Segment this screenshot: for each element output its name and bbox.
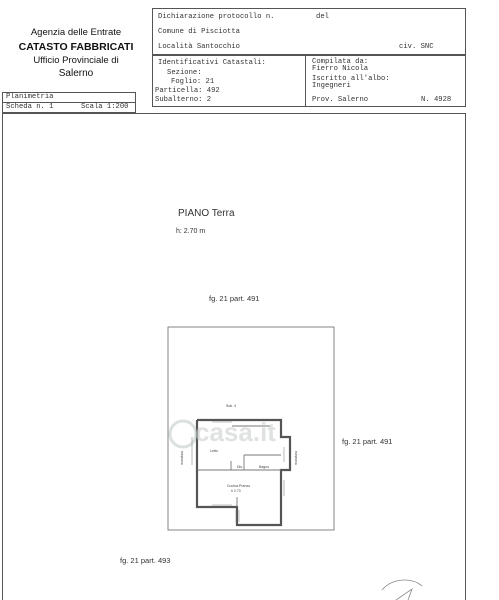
- registration-number: N. 4928: [421, 96, 452, 104]
- protocol-label: Dichiarazione protocollo n.: [158, 13, 275, 21]
- office-label: Ufficio Provinciale di: [33, 55, 119, 66]
- compilata-name: Fierro Nicola: [312, 65, 369, 73]
- subalterno: Subalterno: 2: [155, 96, 212, 104]
- agency-name: Agenzia delle Entrate: [30, 27, 122, 38]
- parcel-north-label: fg. 21 part. 491: [209, 294, 260, 303]
- comune: Comune di Pisciotta: [158, 28, 240, 36]
- parcel-east-label: fg. 21 part. 491: [342, 437, 393, 446]
- planimetria-title: Planimetria: [6, 93, 54, 101]
- compilata-title: Compilata da:: [312, 58, 369, 66]
- foglio: Foglio: 21: [171, 78, 215, 86]
- floor-label: PIANO Terra: [178, 208, 235, 219]
- parcel-south-label: fg. 21 part. 493: [120, 556, 171, 565]
- wall-label-left: muratura: [180, 450, 185, 466]
- cadastre-title: CATASTO FABBRICATI: [18, 41, 134, 53]
- wall-label-right: muratura: [294, 450, 299, 466]
- localita: Località Santocchio: [158, 43, 240, 51]
- room-cucina: Cucina-Pranzo: [227, 484, 251, 488]
- scheda: Scheda n. 1: [6, 103, 54, 111]
- civico: civ. SNC: [399, 43, 434, 51]
- room-letto: Letto: [210, 449, 218, 453]
- room-sub-label: Sub. 4: [226, 404, 237, 408]
- provincia: Prov. Salerno: [312, 96, 369, 104]
- protocol-del: del: [316, 13, 329, 21]
- sezione: Sezione:: [167, 69, 202, 77]
- iscritto-albo: Ingegneri: [312, 82, 351, 90]
- floor-height: h: 2.70 m: [176, 228, 206, 235]
- identificativi-title: Identificativi Catastali:: [158, 59, 266, 67]
- iscritto-title: Iscritto all'albo:: [312, 75, 390, 83]
- scala: Scala 1:200: [81, 103, 129, 111]
- room-bagno: Bagno: [259, 465, 270, 469]
- room-cucina-height: h 2.70: [231, 489, 241, 493]
- room-disimpegno: Dis.: [237, 465, 244, 469]
- office-city: Salerno: [58, 68, 94, 79]
- particella: Particella: 492: [155, 87, 220, 95]
- watermark-logo: casa.it: [195, 417, 276, 447]
